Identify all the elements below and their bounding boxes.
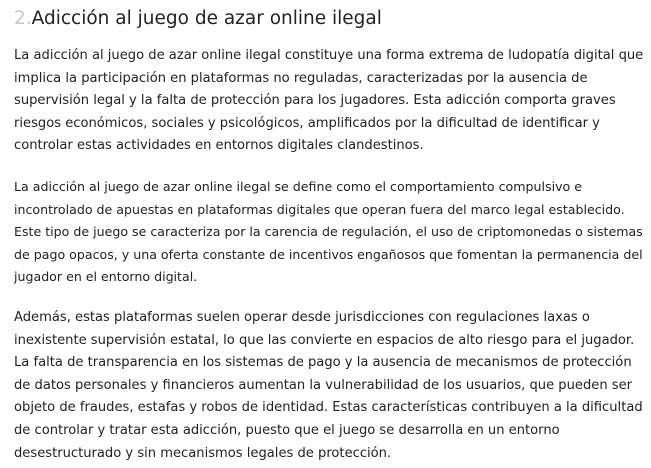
paragraph-intro: La adicción al juego de azar online ilegal constituye una forma extrema de ludopatía digital que implica la participación en plataformas no reguladas, caracterizadas por la ausencia de supervisión legal y la falta de protección para los jugadores. Esta adicción comporta graves riesgos económicos, sociales y psicológicos, amplificados por la dificultad de identificar y controlar estas actividades en entornos digitales clandestinos. (14, 48, 644, 154)
paragraph-risks: Además, estas plataformas suelen operar desde jurisdicciones con regulaciones laxas o inexistente supervisión estatal, lo que las convierte en espacios de alto riesgo para el jugador. La falta de transparencia en los sistemas de pago y la ausencia de mecanismos de protección de datos personales y financieros aumentan la vulnerabilidad de los usuarios, que pueden ser objeto de fraudes, estafas y robos de identidad. Estas características contribuyen a la dificultad de controlar y tratar esta adicción, puesto que el juego se desarrolla en un entorno desestructurado y sin mecanismos legales de protección. (14, 310, 643, 461)
section-title: Adicción al juego de azar online ilegal (31, 8, 382, 29)
paragraph-definition: La adicción al juego de azar online ilegal se define como el comportamiento compulsivo e incontrolado de apuestas en plataformas digitales que operan fuera del marco legal establecido. Este tipo de juego se caracteriza por la carencia de regulación, el uso de criptomonedas o sistemas de pago opacos, y una oferta constante de incentivos engañosos que fomentan la permanencia del jugador en el entorno digital. (14, 179, 643, 285)
section-heading (14, 6, 382, 32)
section-number: 2. (14, 8, 32, 29)
